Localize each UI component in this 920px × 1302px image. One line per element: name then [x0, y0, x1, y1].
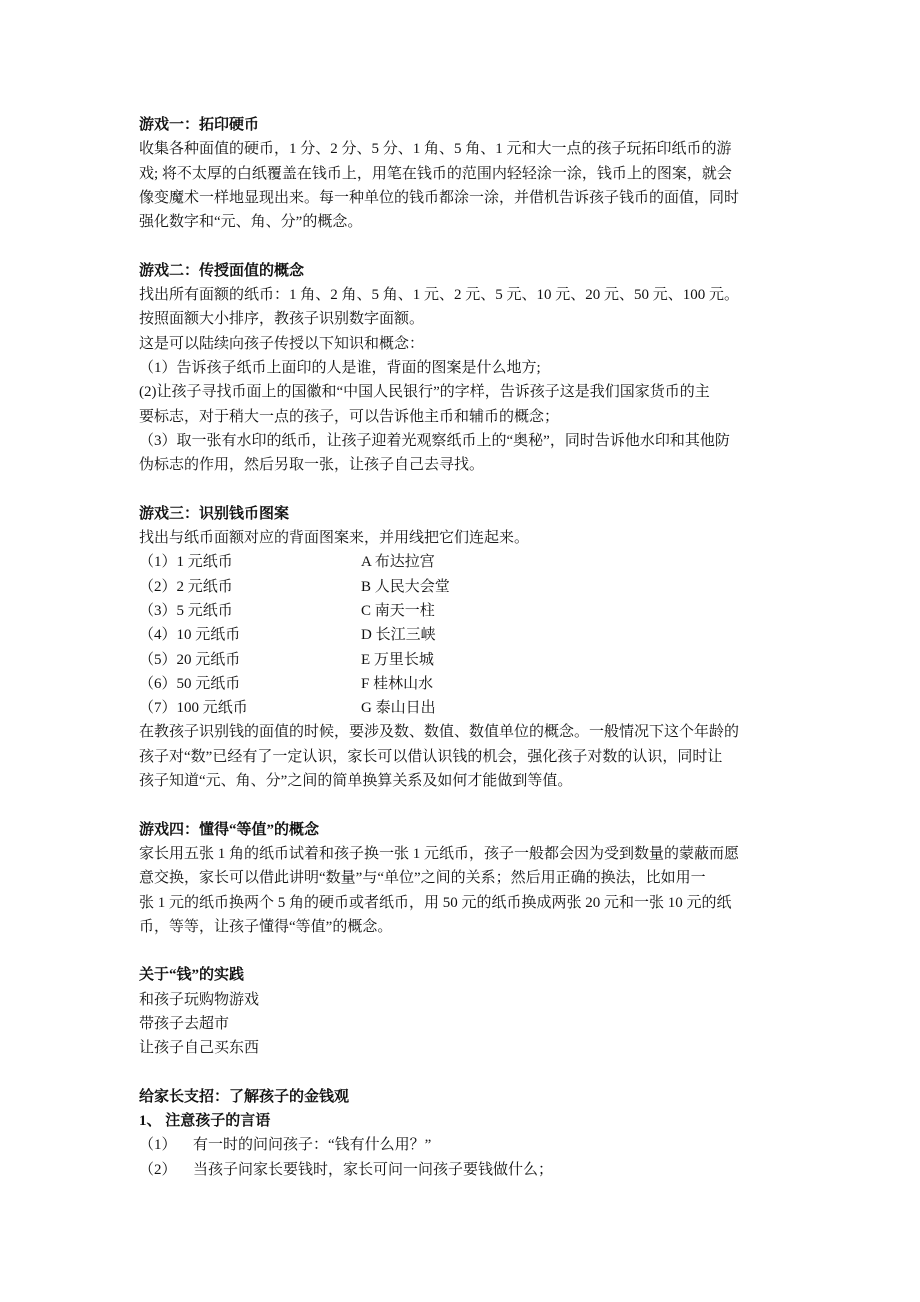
paragraph-line: 找出所有面额的纸币：1 角、2 角、5 角、1 元、2 元、5 元、10 元、20 元、50 元、100 元。 — [139, 287, 740, 304]
spacer — [139, 234, 789, 258]
banknote-label: （7）100 元纸币 — [139, 700, 248, 717]
match-row — [139, 623, 789, 647]
spacer — [139, 939, 789, 963]
paragraph-line: 找出与纸币面额对应的背面图案来，并用线把它们连起来。 — [139, 530, 530, 547]
item-number: （1） — [139, 1137, 177, 1154]
practice-item: 让孩子自己买东西 — [139, 1040, 260, 1057]
practice-item: 和孩子玩购物游戏 — [139, 991, 260, 1008]
banknote-label: （1）1 元纸币 — [139, 554, 233, 571]
scene-label: D 长江三峡 — [361, 627, 436, 644]
scene-label: A 布达拉宫 — [361, 554, 435, 571]
banknote-label: （5）20 元纸币 — [139, 651, 241, 668]
scene-label: F 桂林山水 — [361, 675, 434, 692]
section-heading: 给家长支招：了解孩子的金钱观 — [139, 1088, 350, 1105]
scene-label: G 泰山日出 — [361, 700, 436, 717]
item-number: （2） — [139, 1161, 177, 1178]
paragraph-line: （3）取一张有水印的纸币，让孩子迎着光观察纸币上的“奥秘”，同时告诉他水印和其他防 — [139, 432, 730, 449]
document-page — [139, 113, 789, 1182]
practice-item: 带孩子去超市 — [139, 1015, 230, 1032]
paragraph-line: 戏; 将不太厚的白纸覆盖在钱币上，用笔在钱币的范围内轻轻涂一涂，钱币上的图案，就会 — [139, 165, 732, 182]
paragraph-line: 在教孩子识别钱的面值的时候，要涉及数、数值、数值单位的概念。一般情况下这个年龄的 — [139, 724, 740, 741]
section-heading: 游戏一：拓印硬币 — [139, 117, 260, 133]
paragraph-line: 张 1 元的纸币换两个 5 角的硬币或者纸币，用 50 元的纸币换成两张 20 元和一张 10 元的纸 — [139, 894, 732, 911]
paragraph-line: 按照面额大小排序，教孩子识别数字面额。 — [139, 311, 425, 328]
paragraph-line: 意交换，家长可以借此讲明“数量”与“单位”之间的关系；然后用正确的换法，比如用一 — [139, 870, 706, 887]
banknote-label: （3）5 元纸币 — [139, 602, 233, 619]
scene-label: B 人民大会堂 — [361, 578, 450, 595]
sub-heading: 1、 注意孩子的言语 — [139, 1113, 271, 1130]
banknote-label: （6）50 元纸币 — [139, 675, 241, 692]
paragraph-line: 币，等等，让孩子懂得“等值”的概念。 — [139, 918, 393, 935]
scene-label: E 万里长城 — [361, 651, 434, 668]
paragraph-line: 收集各种面值的硬币，1 分、2 分、5 分、1 角、5 角、1 元和大一点的孩子玩拓印纸币的游 — [139, 141, 732, 158]
paragraph-line: （1）告诉孩子纸币上面印的人是谁，背面的图案是什么地方; — [139, 359, 541, 376]
paragraph-line: 孩子对“数”已经有了一定认识，家长可以借认识钱的机会，强化孩子对数的认识，同时让 — [139, 748, 723, 765]
paragraph-line: 伪标志的作用，然后另取一张，让孩子自己去寻找。 — [139, 457, 485, 474]
match-row — [139, 599, 789, 623]
paragraph-line: 要标志，对于稍大一点的孩子，可以告诉他主币和辅币的概念； — [139, 408, 560, 425]
spacer — [139, 793, 789, 817]
banknote-label: （4）10 元纸币 — [139, 627, 241, 644]
match-row — [139, 575, 789, 599]
paragraph-line: (2)让孩子寻找币面上的国徽和“中国人民银行”的字样，告诉孩子这是我们国家货币的主 — [139, 384, 710, 401]
item-text: 有一时的问问孩子：“钱有什么用？” — [193, 1137, 432, 1154]
section-heading: 游戏四：懂得“等值”的概念 — [139, 821, 320, 838]
paragraph-line: 这是可以陆续向孩子传授以下知识和概念： — [139, 335, 425, 352]
spacer — [139, 477, 789, 501]
paragraph-line: 孩子知道“元、角、分”之间的简单换算关系及如何才能做到等值。 — [139, 773, 573, 790]
numbered-item — [139, 1158, 789, 1182]
paragraph-line: 家长用五张 1 角的纸币试着和孩子换一张 1 元纸币，孩子一般都会因为受到数量的蒙蔽而愿 — [139, 845, 740, 862]
item-text: 当孩子问家长要钱时，家长可问一问孩子要钱做什么； — [193, 1161, 554, 1178]
spacer — [139, 1061, 789, 1085]
section-heading: 游戏二：传授面值的概念 — [139, 262, 305, 279]
match-row — [139, 672, 789, 696]
match-row — [139, 696, 789, 720]
match-row — [139, 550, 789, 574]
paragraph-line: 像变魔术一样地显现出来。每一种单位的钱币都涂一涂，并借机告诉孩子钱币的面值，同时 — [139, 189, 740, 206]
match-row — [139, 648, 789, 672]
numbered-item — [139, 1133, 789, 1157]
section-heading: 关于“钱”的实践 — [139, 967, 245, 984]
paragraph-line: 强化数字和“元、角、分”的概念。 — [139, 214, 363, 231]
banknote-label: （2）2 元纸币 — [139, 578, 233, 595]
scene-label: C 南天一柱 — [361, 602, 435, 619]
section-heading: 游戏三：识别钱币图案 — [139, 505, 290, 522]
